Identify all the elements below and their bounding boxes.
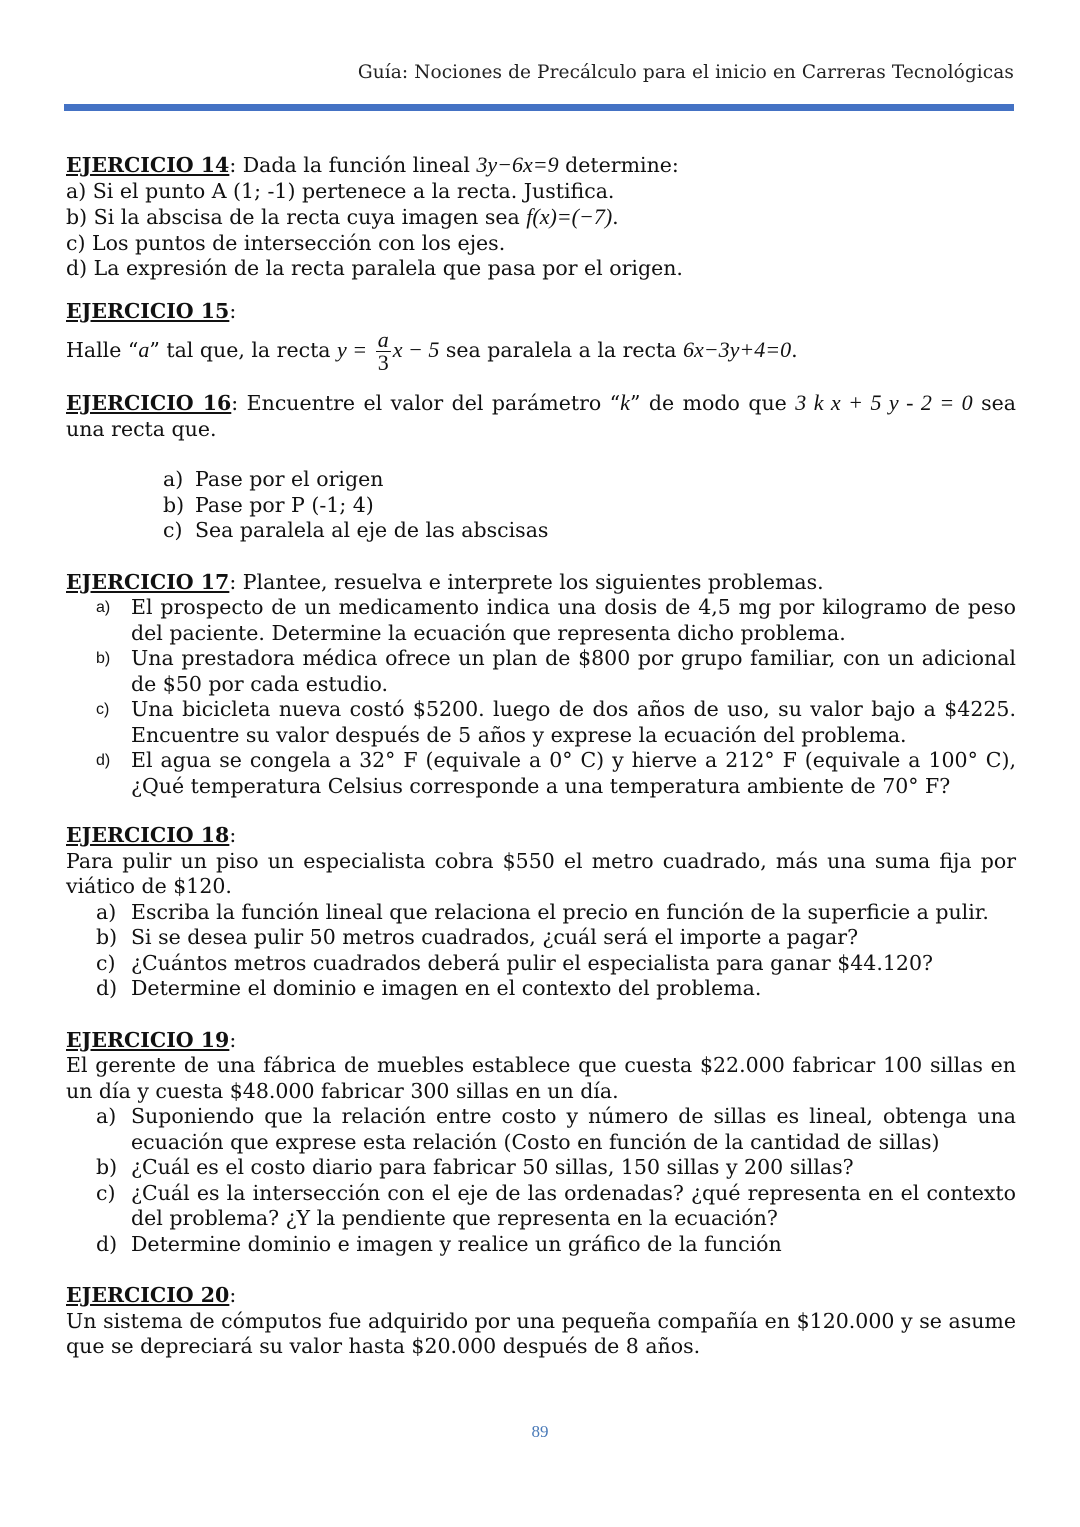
exercise-17 <box>66 570 1016 800</box>
exercise-14-title: EJERCICIO 14 <box>66 153 230 177</box>
exercise-17-title: EJERCICIO 17 <box>66 569 230 594</box>
item-text: Si la abscisa de la recta cuya imagen sea <box>93 205 527 229</box>
exercise-17-item-b <box>96 646 1016 697</box>
exercise-14-intro-text: : Dada la función lineal <box>229 153 477 177</box>
exercise-18-item-d <box>96 976 1016 1002</box>
exercise-19-list <box>66 1104 1016 1257</box>
item-marker: d) <box>66 256 88 280</box>
exercise-20-title: EJERCICIO 20 <box>66 1283 230 1307</box>
exercise-15-title: EJERCICIO 15 <box>66 298 230 323</box>
exercise-17-intro <box>66 570 1016 596</box>
item-marker: c) <box>163 518 183 542</box>
exercise-17-item-a <box>96 595 1016 646</box>
exercise-19-title: EJERCICIO 19 <box>66 1027 230 1052</box>
param-k: k <box>620 390 630 415</box>
exercise-18-item-c <box>96 951 1016 977</box>
intro-text-end: sea una recta que. <box>66 391 1016 441</box>
item-text: ¿Cuál es el costo diario para fabricar 50 sillas, 150 sillas y 200 sillas? <box>131 1155 854 1179</box>
item-text: ¿Cuál es la intersección con el eje de las ordenadas? ¿qué representa en el contexto del problema? ¿Y la pendiente que representa en la ecuación? <box>131 1180 1016 1230</box>
item-text: Si se desea pulir 50 metros cuadrados, ¿cuál será el importe a pagar? <box>131 925 859 949</box>
exercise-16-item-b <box>163 493 1016 519</box>
exercise-14 <box>66 152 1016 282</box>
colon: : <box>229 823 237 847</box>
item-text: Una bicicleta nueva costó $5200. luego de dos años de uso, su valor bajo a $4225. Encuentre su valor después de 5 años y exprese la ecuación del problema. <box>131 697 1016 747</box>
item-marker: d) <box>96 752 111 769</box>
item-marker: b) <box>96 925 118 949</box>
fraction-a-over-3 <box>376 329 391 374</box>
intro-text: : Plantee, resuelva e interprete los siguientes problemas. <box>229 569 824 594</box>
exercise-17-list <box>66 595 1016 799</box>
exercise-19-intro: El gerente de una fábrica de muebles establece que cuesta $22.000 fabricar 100 sillas en un día y cuesta $48.000 fabricar 300 sillas en un día. <box>66 1053 1016 1103</box>
item-text-end: . <box>612 205 619 229</box>
exercise-18-intro: Para pulir un piso un especialista cobra $550 el metro cuadrado, más una suma fija por viático de $120. <box>66 848 1016 898</box>
item-text: La expresión de la recta paralela que pasa por el origen. <box>93 256 683 280</box>
exercise-14-equation: 3y−6x=9 <box>476 152 559 177</box>
exercise-18-title: EJERCICIO 18 <box>66 823 230 847</box>
exercise-16-item-c <box>163 518 1016 544</box>
exercise-19-item-d <box>96 1232 1016 1258</box>
item-marker: d) <box>96 1231 118 1256</box>
fraction-numerator: a <box>377 327 389 352</box>
exercise-14-intro-end: determine: <box>558 153 679 177</box>
item-marker: a) <box>96 599 111 616</box>
exercise-16 <box>66 390 1016 544</box>
statement-end: . <box>791 338 798 362</box>
item-text: Pase por P (-1; 4) <box>195 492 374 517</box>
item-text: Suponiendo que la relación entre costo y número de sillas es lineal, obtenga una ecuación que exprese esta relación (Costo en función de la cantidad de sillas) <box>131 1104 1016 1154</box>
page-header-title: Guía: Nociones de Precálculo para el inicio en Carreras Tecnológicas <box>357 62 1014 83</box>
item-text: Determine dominio e imagen y realice un gráfico de la función <box>131 1231 782 1256</box>
item-text: Si el punto A (1; -1) pertenece a la recta. Justifica. <box>92 178 615 203</box>
colon: : <box>229 1027 237 1052</box>
item-marker: c) <box>66 230 86 255</box>
exercise-17-item-d <box>96 748 1016 799</box>
intro-text: ” de modo que <box>629 391 796 415</box>
item-marker: c) <box>96 1180 116 1205</box>
item-text: Una prestadora médica ofrece un plan de $800 por grupo familiar, con un adicional de $50 por cada estudio. <box>131 646 1016 696</box>
exercise-16-intro <box>66 390 1016 442</box>
item-text: ¿Cuántos metros cuadrados deberá pulir el especialista para ganar $44.120? <box>131 950 933 975</box>
exercise-17-item-c <box>96 697 1016 748</box>
exercise-15 <box>66 299 1016 375</box>
colon: : <box>229 298 237 323</box>
item-marker: b) <box>163 492 185 517</box>
exercise-19-item-c <box>96 1181 1016 1232</box>
item-text: Escriba la función lineal que relaciona el precio en función de la superficie a pulir. <box>131 899 989 924</box>
exercise-14-item-d <box>66 256 1016 282</box>
item-text: Sea paralela al eje de las abscisas <box>195 518 549 542</box>
statement-text: sea paralela a la recta <box>439 338 684 362</box>
item-marker: d) <box>96 976 118 1000</box>
exercise-16-item-a <box>163 467 1016 493</box>
exercise-16-title: EJERCICIO 16 <box>66 391 232 415</box>
exercise-20 <box>66 1283 1016 1360</box>
exercise-19 <box>66 1028 1016 1258</box>
exercise-18 <box>66 823 1016 1002</box>
equation-2: 6x−3y+4=0 <box>683 337 792 362</box>
item-text: Los puntos de intersección con los ejes. <box>92 230 506 255</box>
intro-text: : Encuentre el valor del parámetro “ <box>231 391 621 415</box>
statement-text: Halle “ <box>66 338 139 362</box>
item-marker: a) <box>96 1104 117 1128</box>
exercise-14-item-a <box>66 179 1016 205</box>
exercise-14-item-b <box>66 204 1016 231</box>
document-body <box>66 152 1016 1360</box>
equation-rhs: x − 5 <box>392 337 440 362</box>
statement-text: ” tal que, la recta <box>149 338 338 362</box>
item-marker: c) <box>96 701 110 718</box>
item-marker: a) <box>163 467 184 491</box>
exercise-16-equation: 3 k x + 5 y - 2 = 0 <box>795 390 973 415</box>
page-number: 89 <box>531 1422 549 1441</box>
exercise-19-item-a <box>96 1104 1016 1155</box>
exercise-16-list <box>66 467 1016 544</box>
item-text: El prospecto de un medicamento indica una dosis de 4,5 mg por kilogramo de peso del paciente. Determine la ecuación que representa dicho problema. <box>131 595 1016 645</box>
variable-a: a <box>138 337 150 362</box>
exercise-20-intro: Un sistema de cómputos fue adquirido por una pequeña compañía en $120.000 y se asume que se depreciará su valor hasta $20.000 después de 8 años. <box>66 1308 1016 1358</box>
equation-lhs: y = <box>337 337 368 362</box>
item-marker: b) <box>66 205 88 229</box>
item-text: Determine el dominio e imagen en el contexto del problema. <box>131 976 762 1000</box>
exercise-18-item-a <box>96 900 1016 926</box>
exercise-14-intro <box>66 152 1016 179</box>
header-rule <box>64 104 1014 111</box>
colon: : <box>229 1283 237 1307</box>
exercise-14-item-c <box>66 231 1016 257</box>
item-math: f(x)=(−7) <box>526 204 613 229</box>
exercise-15-statement <box>66 328 1016 374</box>
fraction-denominator: 3 <box>377 350 389 375</box>
exercise-19-item-b <box>96 1155 1016 1181</box>
item-text: El agua se congela a 32° F (equivale a 0° C) y hierve a 212° F (equivale a 100° C), ¿Qué temperatura Celsius corresponde a una temperatura ambiente de 70° F? <box>131 748 1016 798</box>
exercise-18-item-b <box>96 925 1016 951</box>
item-marker: b) <box>96 1155 118 1179</box>
exercise-18-list <box>66 900 1016 1002</box>
item-marker: c) <box>96 950 116 975</box>
item-marker: b) <box>96 650 111 667</box>
item-marker: a) <box>66 178 87 203</box>
item-text: Pase por el origen <box>195 467 384 491</box>
item-marker: a) <box>96 899 117 924</box>
